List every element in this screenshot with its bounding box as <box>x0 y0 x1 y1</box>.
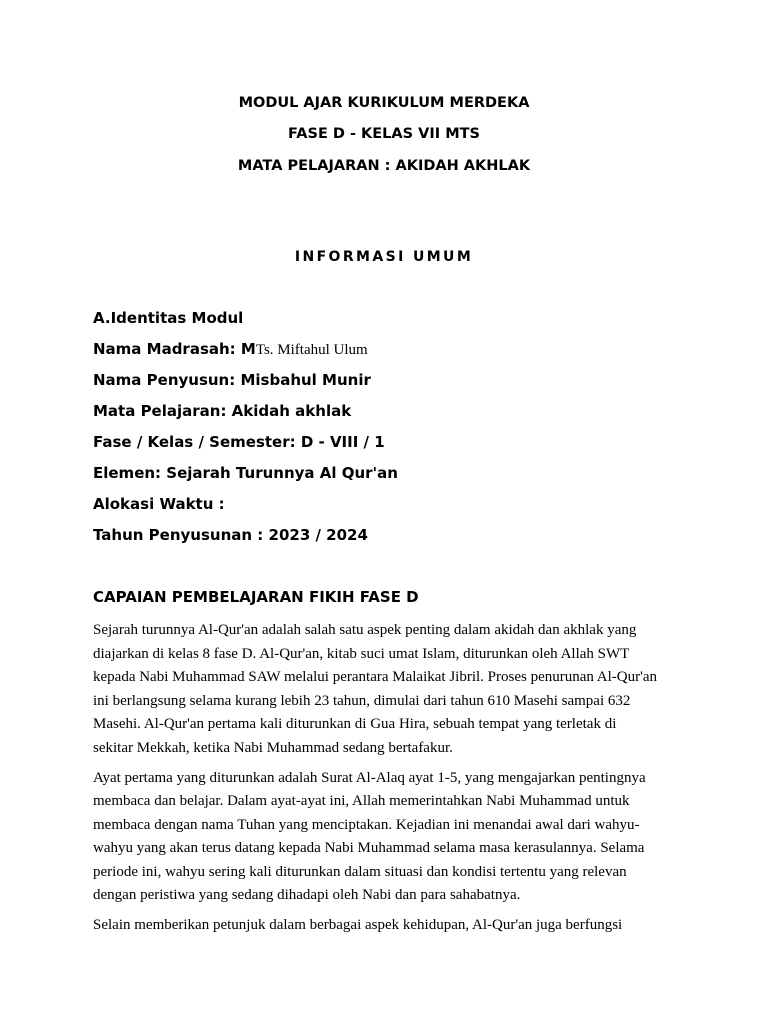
identitas-penyusun: Nama Penyusun: Misbahul Munir <box>93 371 371 389</box>
paragraph-2-line: dengan peristiwa yang sedang dihadapi oleh Nabi dan para sahabatnya. <box>93 887 521 903</box>
paragraph-1-line: ini berlangsung selama kurang lebih 23 tahun, dimulai dari tahun 610 Masehi sampai 632 <box>93 693 631 709</box>
identitas-alokasi: Alokasi Waktu : <box>93 495 225 513</box>
identitas-fase: Fase / Kelas / Semester: D - VIII / 1 <box>93 433 385 451</box>
paragraph-1-line: kepada Nabi Muhammad SAW melalui perantara Malaikat Jibril. Proses penurunan Al-Qur'an <box>93 669 657 685</box>
section-title-informasi-umum: INFORMASI UMUM <box>294 249 474 265</box>
document-title-line-1: MODUL AJAR KURIKULUM MERDEKA <box>238 95 530 111</box>
document-title-line-2: FASE D - KELAS VII MTS <box>288 126 480 142</box>
paragraph-3-line: Selain memberikan petunjuk dalam berbagai aspek kehidupan, Al-Qur'an juga berfungsi <box>93 917 623 933</box>
paragraph-2-line: Ayat pertama yang diturunkan adalah Surat Al-Alaq ayat 1-5, yang mengajarkan pentingnya <box>93 770 646 786</box>
document-title-line-3: MATA PELAJARAN : AKIDAH AKHLAK <box>237 158 531 174</box>
identitas-mapel: Mata Pelajaran: Akidah akhlak <box>93 402 352 420</box>
paragraph-1-line: Sejarah turunnya Al-Qur'an adalah salah satu aspek penting dalam akidah dan akhlak yang <box>93 622 637 638</box>
capaian-heading: CAPAIAN PEMBELAJARAN FIKIH FASE D <box>93 588 419 606</box>
paragraph-2-line: membaca dengan nama Tuhan yang menciptakan. Kejadian ini menandai awal dari wahyu- <box>93 817 640 833</box>
paragraph-1-line: sekitar Mekkah, ketika Nabi Muhammad sedang bertafakur. <box>93 740 453 756</box>
paragraph-1-line: diajarkan di kelas 8 fase D. Al-Qur'an, kitab suci umat Islam, diturunkan oleh Allah SWT <box>93 646 630 662</box>
identitas-tahun: Tahun Penyusunan : 2023 / 2024 <box>93 526 368 544</box>
identitas-heading: A.Identitas Modul <box>93 309 244 327</box>
paragraph-2-line: wahyu yang akan terus datang kepada Nabi Muhammad selama masa kerasulannya. Selama <box>93 840 645 856</box>
madrasah-label: Nama Madrasah: M <box>93 340 256 358</box>
madrasah-value: Ts. Miftahul Ulum <box>255 342 368 358</box>
paragraph-1-line: Masehi. Al-Qur'an pertama kali diturunkan di Gua Hira, sebuah tempat yang terletak di <box>93 716 617 732</box>
identitas-madrasah <box>93 339 368 360</box>
identitas-elemen: Elemen: Sejarah Turunnya Al Qur'an <box>93 464 398 482</box>
paragraph-2-line: periode ini, wahyu sering kali diturunkan dalam situasi dan kondisi tertentu yang relevan <box>93 864 627 880</box>
paragraph-2-line: membaca dan belajar. Dalam ayat-ayat ini, Allah memerintahkan Nabi Muhammad untuk <box>93 793 630 809</box>
